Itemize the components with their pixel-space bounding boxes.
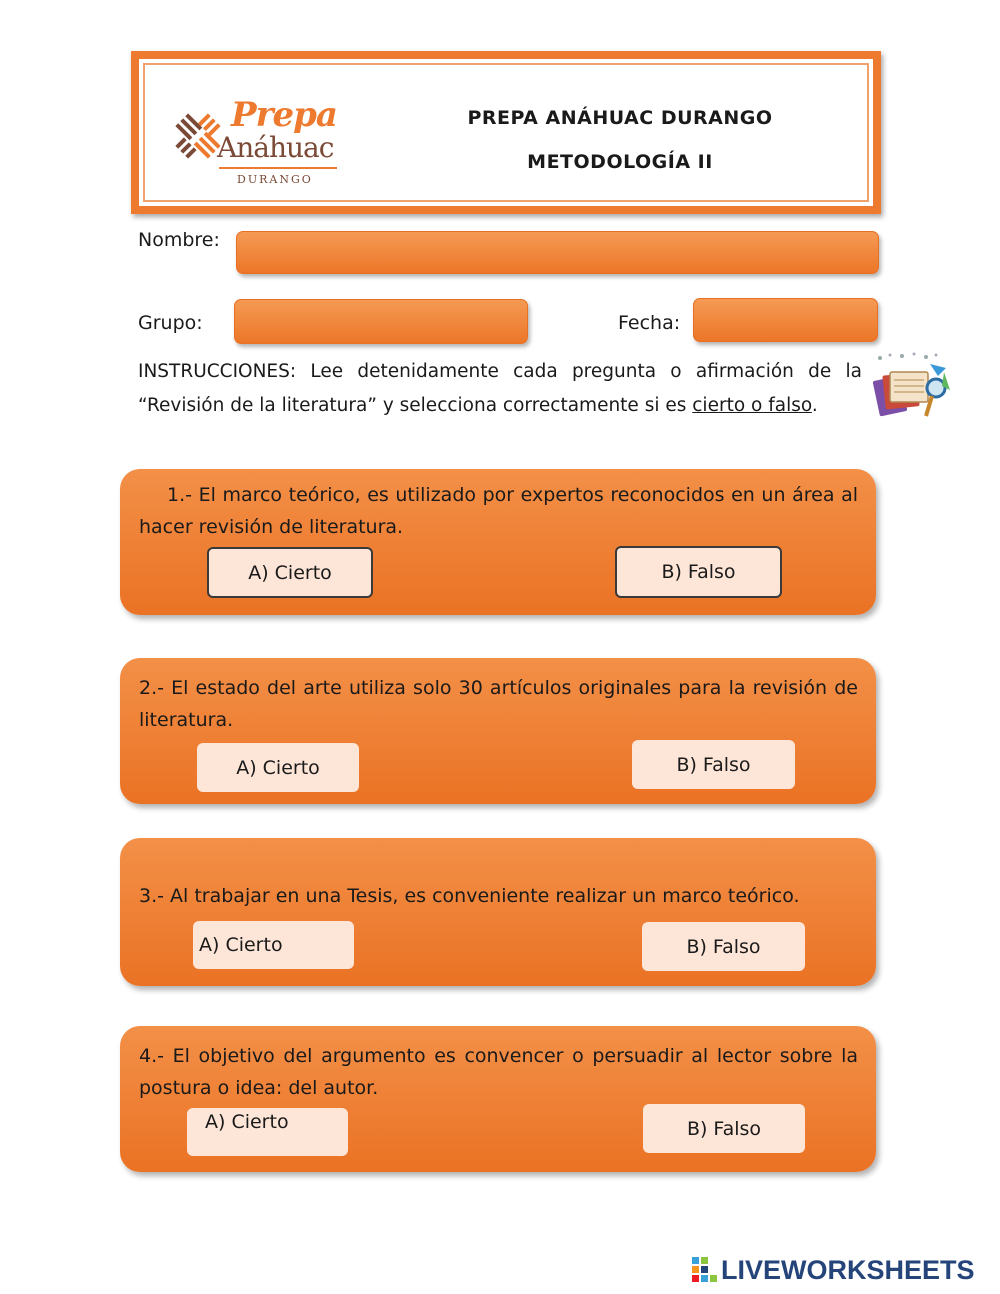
q2-option-b[interactable]: B) Falso (632, 740, 795, 789)
question-3-text: 3.- Al trabajar en una Tesis, es conveniente realizar un marco teórico. (139, 885, 800, 907)
grupo-input[interactable] (234, 299, 528, 344)
fecha-label: Fecha: (618, 312, 681, 334)
logo-anahuac-text: Anáhuac (217, 131, 334, 164)
liveworksheets-text: LIVEWORKSHEETS (721, 1254, 975, 1285)
question-1-text: 1.- El marco teórico, es utilizado por expertos reconocidos en un área al hacer revisión de literatura. (139, 484, 858, 538)
q4-option-b[interactable]: B) Falso (643, 1104, 805, 1153)
q4-option-a[interactable]: A) Cierto (187, 1108, 348, 1156)
school-logo (167, 87, 342, 187)
school-title: PREPA ANÁHUAC DURANGO (467, 107, 773, 129)
logo-durango-text: DURANGO (237, 173, 313, 186)
question-4-card (120, 1026, 876, 1172)
logo-divider (219, 167, 337, 169)
question-4-text: 4.- El objetivo del argumento es convencer o persuadir al lector sobre la postura o idea: del autor. (139, 1045, 858, 1099)
grupo-label: Grupo: (138, 312, 203, 334)
q3-option-a[interactable]: A) Cierto (193, 921, 354, 969)
header-box (131, 51, 881, 214)
instructions-end: . (811, 395, 818, 416)
header-inner-border (143, 63, 869, 202)
question-1-card (120, 469, 876, 615)
question-2-card (120, 658, 876, 804)
nombre-input[interactable] (236, 231, 879, 274)
q1-option-b[interactable]: B) Falso (615, 546, 782, 598)
books-magnifier-clipart-icon (870, 350, 955, 422)
q1-option-a[interactable]: A) Cierto (207, 547, 373, 598)
subject-title: METODOLOGÍA II (527, 151, 713, 173)
logo-prepa-text: Prepa (231, 95, 337, 135)
nombre-label: Nombre: (138, 229, 220, 251)
instructions-underlined: cierto o falso (692, 395, 812, 416)
liveworksheets-logo-icon (692, 1257, 718, 1283)
instructions-text (138, 355, 862, 423)
instructions-main: INSTRUCCIONES: Lee detenidamente cada pregunta o afirmación de la “Revisión de la literatura” y selecciona correctamente si es (138, 361, 862, 416)
fecha-input[interactable] (693, 298, 878, 342)
question-2-text: 2.- El estado del arte utiliza solo 30 artículos originales para la revisión de literatura. (139, 677, 858, 731)
q3-option-b[interactable]: B) Falso (642, 922, 805, 971)
question-3-card (120, 838, 876, 986)
q2-option-a[interactable]: A) Cierto (197, 743, 359, 792)
liveworksheets-brand (692, 1253, 975, 1287)
